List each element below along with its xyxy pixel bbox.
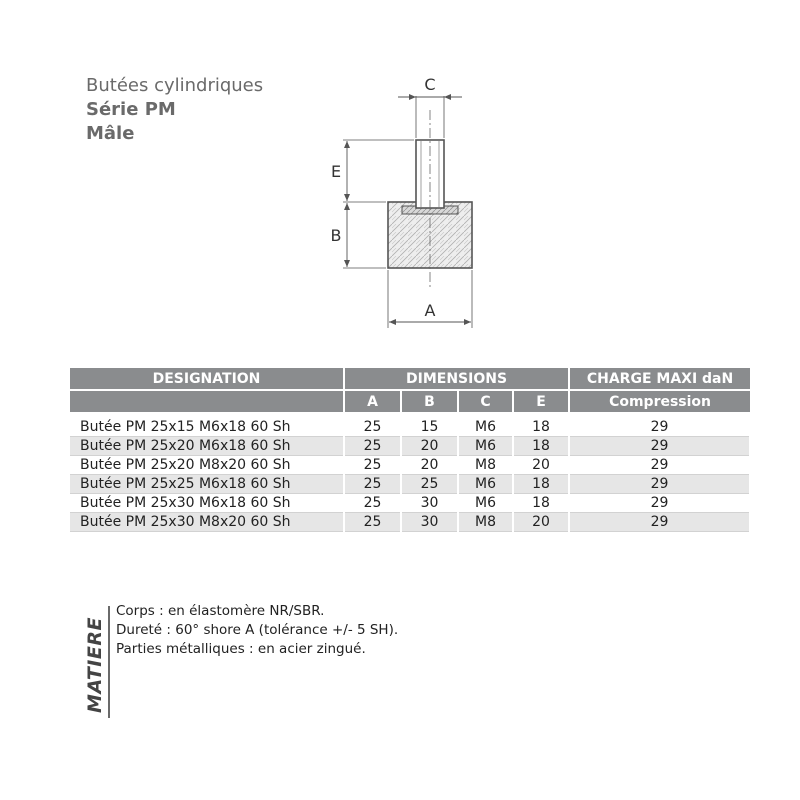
table-row [70,413,750,437]
cell-b: 20 [401,456,458,475]
title-line-1: Butées cylindriques [86,75,264,96]
cell-compression: 29 [569,456,750,475]
header-c: C [458,390,513,413]
cell-b: 15 [401,413,458,437]
cell-designation: Butée PM 25x30 M8x20 60 Sh [70,513,344,532]
header-a: A [344,390,401,413]
material-label [80,610,110,720]
cell-designation: Butée PM 25x15 M6x18 60 Sh [70,413,344,437]
cell-c: M8 [458,456,513,475]
material-line-metal: Parties métalliques : en acier zingué. [116,641,366,657]
cell-designation: Butée PM 25x30 M6x18 60 Sh [70,494,344,513]
cell-a: 25 [344,437,401,456]
cell-compression: 29 [569,413,750,437]
dimension-b-label: B [330,226,342,245]
cell-b: 20 [401,437,458,456]
cell-compression: 29 [569,494,750,513]
cell-a: 25 [344,456,401,475]
header-charge-maxi: CHARGE MAXI daN [569,368,750,390]
cell-b: 25 [401,475,458,494]
header-compression: Compression [569,390,750,413]
cell-a: 25 [344,494,401,513]
cell-c: M6 [458,475,513,494]
table-group-header-row [70,368,750,390]
material-label-text: MATIERE [84,617,106,713]
table-row [70,513,750,532]
header-dimensions: DIMENSIONS [344,368,569,390]
title-line-2: Série PM [86,99,176,120]
table-row [70,494,750,513]
cell-e: 18 [513,475,569,494]
material-line-body: Corps : en élastomère NR/SBR. [116,603,325,619]
dimension-e-label: E [330,162,342,181]
cell-e: 20 [513,513,569,532]
cell-e: 18 [513,437,569,456]
dimension-a-label: A [424,301,436,320]
material-divider [108,606,110,718]
table-row [70,475,750,494]
cell-b: 30 [401,513,458,532]
cell-c: M6 [458,437,513,456]
specification-table [70,368,751,532]
cell-a: 25 [344,513,401,532]
dimension-c-label: C [424,75,436,94]
table-row [70,456,750,475]
cell-c: M6 [458,494,513,513]
title-line-3: Mâle [86,123,135,144]
cell-compression: 29 [569,513,750,532]
material-description [116,602,398,659]
cell-designation: Butée PM 25x20 M6x18 60 Sh [70,437,344,456]
cell-a: 25 [344,475,401,494]
cell-a: 25 [344,413,401,437]
technical-drawing [0,0,800,340]
cell-compression: 29 [569,475,750,494]
cell-b: 30 [401,494,458,513]
cell-designation: Butée PM 25x20 M8x20 60 Sh [70,456,344,475]
cell-designation: Butée PM 25x25 M6x18 60 Sh [70,475,344,494]
header-e: E [513,390,569,413]
cell-compression: 29 [569,437,750,456]
cell-e: 20 [513,456,569,475]
cell-c: M6 [458,413,513,437]
cell-e: 18 [513,413,569,437]
table-row [70,437,750,456]
table-sub-header-row [70,390,750,413]
header-designation: DESIGNATION [70,368,344,390]
cell-e: 18 [513,494,569,513]
cell-c: M8 [458,513,513,532]
header-empty [70,390,344,413]
header-b: B [401,390,458,413]
material-line-hardness: Dureté : 60° shore A (tolérance +/- 5 SH). [116,622,399,638]
